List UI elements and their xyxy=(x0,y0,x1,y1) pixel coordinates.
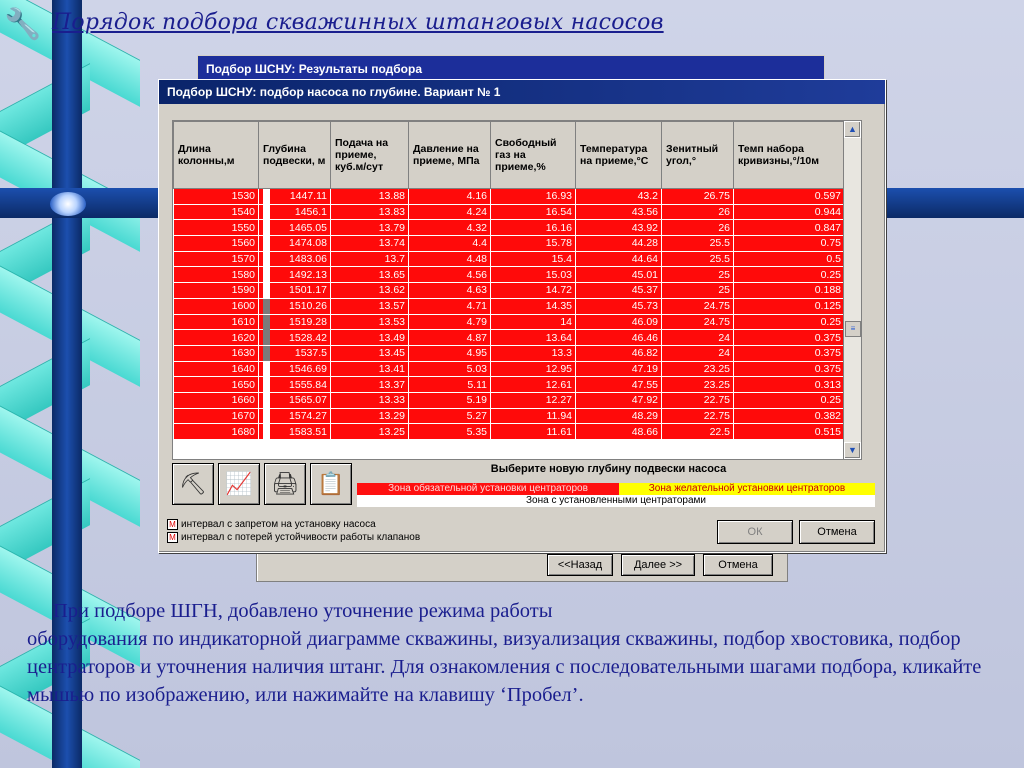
table-cell: 0.75 xyxy=(734,236,845,252)
column-header: Свободный газ на приеме,% xyxy=(491,122,576,189)
table-cell: 13.33 xyxy=(331,392,409,408)
table-cell: 1528.42 xyxy=(259,330,331,346)
depth-indicator xyxy=(263,220,270,235)
table-cell: 22.75 xyxy=(662,392,734,408)
table-cell: 24.75 xyxy=(662,314,734,330)
table-cell: 0.382 xyxy=(734,408,845,424)
table-cell: 44.28 xyxy=(576,236,662,252)
table-cell: 25 xyxy=(662,267,734,283)
table-cell: 1680 xyxy=(174,424,259,440)
table-cell: 4.79 xyxy=(409,314,491,330)
depth-indicator xyxy=(263,409,270,424)
table-cell: 1580 xyxy=(174,267,259,283)
table-cell: 13.45 xyxy=(331,345,409,361)
table-cell: 4.95 xyxy=(409,345,491,361)
table-cell: 0.597 xyxy=(734,189,845,205)
column-header: Подача на приеме, куб.м/сут xyxy=(331,122,409,189)
table-cell: 1546.69 xyxy=(259,361,331,377)
table-cell: 1560 xyxy=(174,236,259,252)
results-window-title: Подбор ШСНУ: Результаты подбора xyxy=(206,62,423,76)
table-cell: 1550 xyxy=(174,220,259,236)
table-cell: 45.73 xyxy=(576,298,662,314)
legend-valve: интервал с потерей устойчивости работы клапанов xyxy=(181,532,421,543)
scroll-down-icon[interactable]: ▼ xyxy=(844,442,861,459)
table-cell: 14 xyxy=(491,314,576,330)
table-cell: 1640 xyxy=(174,361,259,377)
valve-instability-icon: M xyxy=(167,532,178,543)
table-cell: 4.56 xyxy=(409,267,491,283)
table-cell: 24.75 xyxy=(662,298,734,314)
table-row[interactable] xyxy=(174,330,845,346)
description-line1: При подборе ШГН, добавлено уточнение режима работы xyxy=(53,600,553,622)
table-cell: 1620 xyxy=(174,330,259,346)
table-cell: 1447.11 xyxy=(259,189,331,205)
table-cell: 1465.05 xyxy=(259,220,331,236)
table-cell: 43.92 xyxy=(576,220,662,236)
results-window-footer xyxy=(256,548,788,582)
table-row[interactable] xyxy=(174,361,845,377)
table-cell: 0.25 xyxy=(734,314,845,330)
table-cell: 16.16 xyxy=(491,220,576,236)
depth-indicator xyxy=(263,424,270,439)
table-cell: 47.55 xyxy=(576,377,662,393)
next-button[interactable]: Далее >> xyxy=(621,554,695,576)
table-cell: 5.35 xyxy=(409,424,491,440)
table-cell: 1537.5 xyxy=(259,345,331,361)
depth-indicator xyxy=(263,315,270,330)
results-table xyxy=(173,121,845,440)
table-cell: 46.82 xyxy=(576,345,662,361)
dialog-cancel-button[interactable]: Отмена xyxy=(799,520,875,544)
slide-title: Порядок подбора скважинных штанговых насосов xyxy=(52,10,664,35)
table-cell: 12.27 xyxy=(491,392,576,408)
table-cell: 46.09 xyxy=(576,314,662,330)
depth-indicator xyxy=(263,283,270,298)
hint-text: Выберите новую глубину подвески насоса xyxy=(490,463,727,475)
table-cell: 47.92 xyxy=(576,392,662,408)
table-cell: 1610 xyxy=(174,314,259,330)
table-cell: 1510.26 xyxy=(259,298,331,314)
table-cell: 16.93 xyxy=(491,189,576,205)
table-cell: 0.25 xyxy=(734,267,845,283)
table-cell: 23.25 xyxy=(662,361,734,377)
table-cell: 13.37 xyxy=(331,377,409,393)
scroll-up-icon[interactable]: ▲ xyxy=(844,121,861,138)
column-header: Давление на приеме, МПа xyxy=(409,122,491,189)
table-cell: 4.87 xyxy=(409,330,491,346)
depth-indicator xyxy=(263,346,270,361)
table-row[interactable] xyxy=(174,220,845,236)
table-cell: 14.72 xyxy=(491,283,576,299)
table-cell: 1574.27 xyxy=(259,408,331,424)
depth-indicator xyxy=(263,362,270,377)
table-cell: 1492.13 xyxy=(259,267,331,283)
table-row[interactable] xyxy=(174,189,845,205)
table-cell: 1670 xyxy=(174,408,259,424)
table-row[interactable] xyxy=(174,267,845,283)
table-cell: 1630 xyxy=(174,345,259,361)
table-cell: 13.62 xyxy=(331,283,409,299)
table-cell: 15.03 xyxy=(491,267,576,283)
table-cell: 14.35 xyxy=(491,298,576,314)
table-row[interactable] xyxy=(174,377,845,393)
table-cell: 13.83 xyxy=(331,204,409,220)
table-cell: 4.24 xyxy=(409,204,491,220)
table-cell: 44.64 xyxy=(576,251,662,267)
table-cell: 13.7 xyxy=(331,251,409,267)
table-cell: 0.944 xyxy=(734,204,845,220)
table-cell: 4.32 xyxy=(409,220,491,236)
column-header: Температура на приеме,°С xyxy=(576,122,662,189)
pump-depth-dialog xyxy=(158,79,886,553)
table-cell: 1570 xyxy=(174,251,259,267)
table-cell: 43.2 xyxy=(576,189,662,205)
chart-icon[interactable]: 📈 xyxy=(218,463,260,505)
table-cell: 0.375 xyxy=(734,330,845,346)
table-cell: 5.11 xyxy=(409,377,491,393)
vertical-scrollbar[interactable] xyxy=(843,121,861,459)
table-cell: 11.61 xyxy=(491,424,576,440)
table-row[interactable] xyxy=(174,251,845,267)
forbidden-interval-icon: M xyxy=(167,519,178,530)
column-header: Темп набора кривизны,°/10м xyxy=(734,122,845,189)
table-body xyxy=(174,189,845,440)
print-icon[interactable]: 🖨 xyxy=(264,463,306,505)
table-cell: 5.19 xyxy=(409,392,491,408)
copy-icon[interactable]: 📋 xyxy=(310,463,352,505)
results-cancel-button[interactable]: Отмена xyxy=(703,554,773,576)
wrench-icon: 🔧 xyxy=(4,8,42,41)
table-cell: 13.64 xyxy=(491,330,576,346)
table-cell: 0.313 xyxy=(734,377,845,393)
table-cell: 47.19 xyxy=(576,361,662,377)
results-window-titlebar xyxy=(197,55,825,81)
table-cell: 1555.84 xyxy=(259,377,331,393)
toolbar xyxy=(172,461,860,511)
depth-indicator xyxy=(263,330,270,345)
table-cell: 23.25 xyxy=(662,377,734,393)
legend-forbidden: интервал с запретом на установку насоса xyxy=(181,519,376,530)
table-cell: 13.53 xyxy=(331,314,409,330)
table-cell: 25.5 xyxy=(662,236,734,252)
table-cell: 46.46 xyxy=(576,330,662,346)
table-cell: 13.65 xyxy=(331,267,409,283)
table-cell: 26 xyxy=(662,220,734,236)
table-cell: 25 xyxy=(662,283,734,299)
table-cell: 1583.51 xyxy=(259,424,331,440)
table-cell: 1540 xyxy=(174,204,259,220)
table-cell: 12.61 xyxy=(491,377,576,393)
table-cell: 1660 xyxy=(174,392,259,408)
table-cell: 24 xyxy=(662,330,734,346)
table-cell: 13.41 xyxy=(331,361,409,377)
table-cell: 1650 xyxy=(174,377,259,393)
depth-indicator xyxy=(263,205,270,220)
table-cell: 4.4 xyxy=(409,236,491,252)
dialog-title: Подбор ШСНУ: подбор насоса по глубине. Вариант № 1 xyxy=(159,80,885,104)
table-cell: 22.75 xyxy=(662,408,734,424)
depth-indicator xyxy=(263,377,270,392)
table-cell: 48.66 xyxy=(576,424,662,440)
table-cell: 12.95 xyxy=(491,361,576,377)
table-cell: 1501.17 xyxy=(259,283,331,299)
table-row[interactable] xyxy=(174,283,845,299)
depth-indicator xyxy=(263,236,270,251)
table-cell: 0.375 xyxy=(734,361,845,377)
table-row[interactable] xyxy=(174,298,845,314)
table-cell: 1600 xyxy=(174,298,259,314)
table-cell: 1483.06 xyxy=(259,251,331,267)
table-cell: 13.79 xyxy=(331,220,409,236)
depth-indicator xyxy=(263,299,270,314)
ok-button[interactable]: ОК xyxy=(717,520,793,544)
table-cell: 0.515 xyxy=(734,424,845,440)
table-cell: 45.37 xyxy=(576,283,662,299)
table-cell: 25.5 xyxy=(662,251,734,267)
depth-indicator xyxy=(263,252,270,267)
table-cell: 1456.1 xyxy=(259,204,331,220)
depth-indicator xyxy=(263,393,270,408)
table-cell: 48.29 xyxy=(576,408,662,424)
table-cell: 26 xyxy=(662,204,734,220)
table-cell: 0.25 xyxy=(734,392,845,408)
description-rest: оборудования по индикаторной диаграмме скважины, визуализация скважины, подбор хвостовика, подбор центраторов и уточнения наличия штанг. Для ознакомления с последовательными шагами подбора, кликайте мышью по изображению, или нажимайте на клавишу ‘Пробел’. xyxy=(27,628,982,706)
table-row[interactable] xyxy=(174,424,845,440)
table-cell: 26.75 xyxy=(662,189,734,205)
column-header: Зенитный угол,° xyxy=(662,122,734,189)
table-cell: 4.16 xyxy=(409,189,491,205)
table-cell: 13.57 xyxy=(331,298,409,314)
table-cell: 5.03 xyxy=(409,361,491,377)
zone-required: Зона обязательной установки центраторов xyxy=(357,483,619,495)
decorative-knob xyxy=(50,192,86,216)
table-cell: 0.847 xyxy=(734,220,845,236)
table-cell: 1530 xyxy=(174,189,259,205)
table-cell: 1565.07 xyxy=(259,392,331,408)
depth-indicator xyxy=(263,189,270,204)
zone-installed: Зона с установленными центраторами xyxy=(357,495,875,507)
well-visualization-icon[interactable]: ⛏ xyxy=(172,463,214,505)
table-cell: 13.3 xyxy=(491,345,576,361)
table-cell: 45.01 xyxy=(576,267,662,283)
table-cell: 13.25 xyxy=(331,424,409,440)
table-cell: 0.5 xyxy=(734,251,845,267)
table-row[interactable] xyxy=(174,345,845,361)
table-row[interactable] xyxy=(174,314,845,330)
table-row[interactable] xyxy=(174,236,845,252)
table-cell: 13.29 xyxy=(331,408,409,424)
table-cell: 4.48 xyxy=(409,251,491,267)
table-header xyxy=(174,122,845,189)
table-cell: 0.188 xyxy=(734,283,845,299)
depth-indicator xyxy=(263,267,270,282)
table-cell: 0.375 xyxy=(734,345,845,361)
table-cell: 1590 xyxy=(174,283,259,299)
table-cell: 43.56 xyxy=(576,204,662,220)
table-cell: 11.94 xyxy=(491,408,576,424)
scroll-thumb[interactable]: ≡ xyxy=(845,321,861,337)
table-cell: 24 xyxy=(662,345,734,361)
table-cell: 22.5 xyxy=(662,424,734,440)
table-cell: 1519.28 xyxy=(259,314,331,330)
table-cell: 15.78 xyxy=(491,236,576,252)
table-row[interactable] xyxy=(174,392,845,408)
table-row[interactable] xyxy=(174,204,845,220)
column-header: Длина колонны,м xyxy=(174,122,259,189)
zone-desired: Зона желательной установки центраторов xyxy=(619,483,875,495)
description-text xyxy=(27,597,1007,709)
results-grid[interactable] xyxy=(172,120,862,460)
table-cell: 16.54 xyxy=(491,204,576,220)
legend xyxy=(167,518,420,544)
table-cell: 0.125 xyxy=(734,298,845,314)
table-cell: 13.88 xyxy=(331,189,409,205)
table-cell: 4.71 xyxy=(409,298,491,314)
table-cell: 4.63 xyxy=(409,283,491,299)
table-row[interactable] xyxy=(174,408,845,424)
table-cell: 1474.08 xyxy=(259,236,331,252)
back-button[interactable]: <<Назад xyxy=(547,554,613,576)
table-cell: 13.74 xyxy=(331,236,409,252)
table-cell: 15.4 xyxy=(491,251,576,267)
table-cell: 13.49 xyxy=(331,330,409,346)
column-header: Глубина подвески, м xyxy=(259,122,331,189)
table-cell: 5.27 xyxy=(409,408,491,424)
